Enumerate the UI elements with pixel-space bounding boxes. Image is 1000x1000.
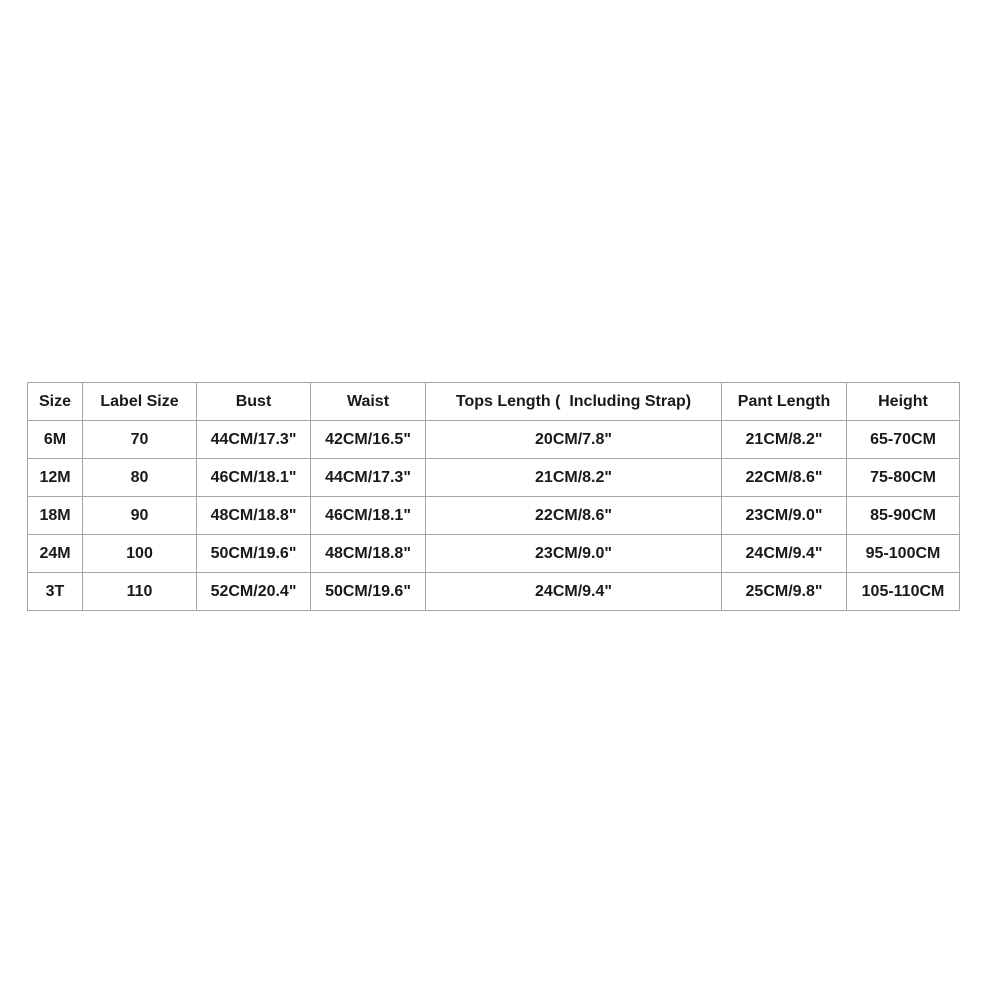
header-row — [28, 383, 960, 421]
cell-waist: 42CM/16.5" — [311, 421, 426, 459]
cell-waist: 48CM/18.8" — [311, 535, 426, 573]
cell-height: 95-100CM — [847, 535, 960, 573]
header-pant-length: Pant Length — [722, 383, 847, 421]
cell-tops-length: 22CM/8.6" — [426, 497, 722, 535]
cell-label-size: 90 — [83, 497, 197, 535]
cell-height: 105-110CM — [847, 573, 960, 611]
cell-label-size: 110 — [83, 573, 197, 611]
cell-label-size: 100 — [83, 535, 197, 573]
cell-size: 12M — [28, 459, 83, 497]
cell-waist: 46CM/18.1" — [311, 497, 426, 535]
cell-bust: 52CM/20.4" — [197, 573, 311, 611]
table-row — [28, 497, 960, 535]
cell-size: 24M — [28, 535, 83, 573]
cell-bust: 44CM/17.3" — [197, 421, 311, 459]
header-size: Size — [28, 383, 83, 421]
cell-size: 6M — [28, 421, 83, 459]
cell-waist: 50CM/19.6" — [311, 573, 426, 611]
cell-tops-length: 20CM/7.8" — [426, 421, 722, 459]
cell-pant-length: 21CM/8.2" — [722, 421, 847, 459]
cell-bust: 46CM/18.1" — [197, 459, 311, 497]
table-row — [28, 421, 960, 459]
header-tops-length: Tops Length ( Including Strap) — [426, 383, 722, 421]
cell-height: 65-70CM — [847, 421, 960, 459]
table-row — [28, 459, 960, 497]
header-waist: Waist — [311, 383, 426, 421]
cell-bust: 50CM/19.6" — [197, 535, 311, 573]
table-row — [28, 573, 960, 611]
cell-tops-length: 24CM/9.4" — [426, 573, 722, 611]
table-row — [28, 535, 960, 573]
cell-size: 18M — [28, 497, 83, 535]
header-bust: Bust — [197, 383, 311, 421]
cell-tops-length: 23CM/9.0" — [426, 535, 722, 573]
cell-bust: 48CM/18.8" — [197, 497, 311, 535]
cell-label-size: 80 — [83, 459, 197, 497]
cell-size: 3T — [28, 573, 83, 611]
cell-height: 75-80CM — [847, 459, 960, 497]
cell-waist: 44CM/17.3" — [311, 459, 426, 497]
cell-label-size: 70 — [83, 421, 197, 459]
cell-height: 85-90CM — [847, 497, 960, 535]
cell-pant-length: 24CM/9.4" — [722, 535, 847, 573]
cell-pant-length: 23CM/9.0" — [722, 497, 847, 535]
cell-tops-length: 21CM/8.2" — [426, 459, 722, 497]
header-height: Height — [847, 383, 960, 421]
cell-pant-length: 25CM/9.8" — [722, 573, 847, 611]
size-chart-table — [27, 382, 960, 611]
cell-pant-length: 22CM/8.6" — [722, 459, 847, 497]
header-label-size: Label Size — [83, 383, 197, 421]
